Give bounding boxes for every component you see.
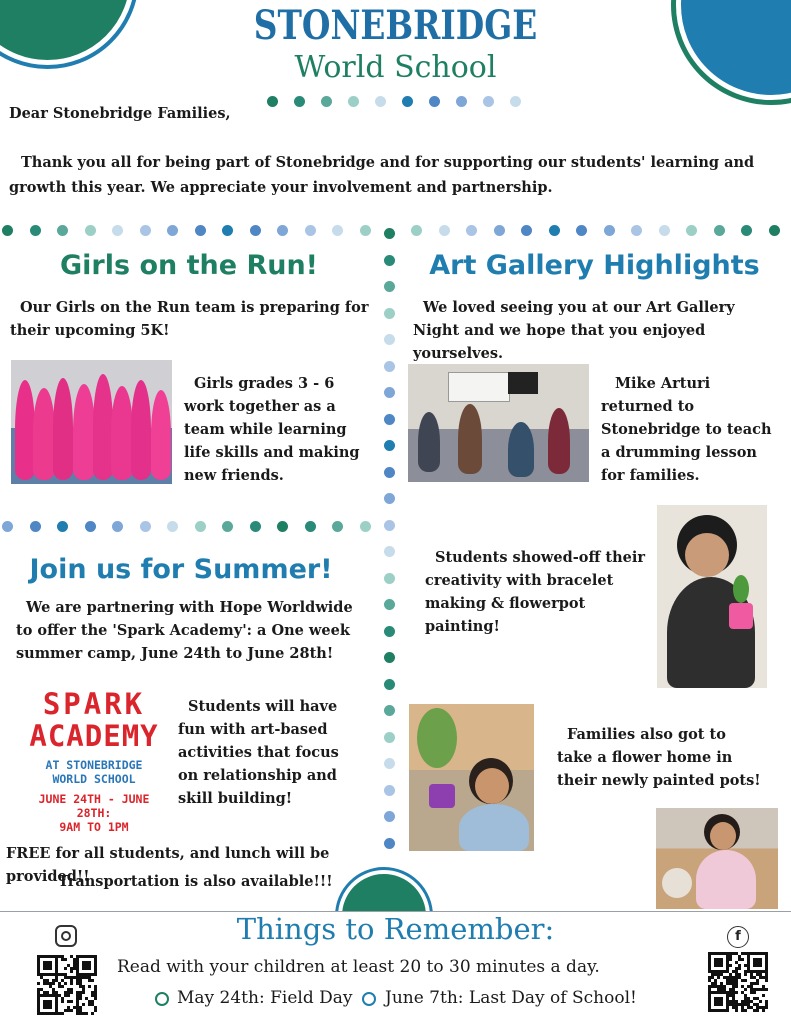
decorative-dot [384,599,395,610]
reading-reminder: Read with your children at least 20 to 30 minutes a day. [117,957,600,977]
decorative-dot [494,225,505,236]
decorative-dot [30,225,41,236]
decorative-dot [250,521,261,532]
greeting: Dear Stonebridge Families, [9,105,231,122]
summer-free: FREE for all students, and lunch will be provided!! [6,845,330,885]
decorative-dot [112,521,123,532]
decorative-dot [305,225,316,236]
decorative-dot [429,96,440,107]
decorative-dot [384,308,395,319]
art-gallery-detail-2: Students showed-off their creativity with bracelet making & flowerpot painting! [425,549,646,635]
summer-transport: Transportation is also available!!! [58,873,333,890]
decorative-dot [384,838,395,849]
decorative-dot [384,732,395,743]
summer-lead: We are partnering with Hope Worldwide to offer the 'Spark Academy': a One week summer camp, June 24th to June 28th! [16,599,353,662]
intro-paragraph: Thank you all for being part of Stonebridge and for supporting our students' learning and growth this year. We appreciate your involvement and partnership. [9,154,755,196]
decorative-dot [85,225,96,236]
decorative-dot [576,225,587,236]
summer-detail: Students will have fun with art-based activities that focus on relationship and skill building! [178,698,339,807]
decorative-dot [631,225,642,236]
spark-logo-line3: AT STONEBRIDGE [45,758,143,772]
decorative-dot [112,225,123,236]
drumming-lesson-photo [408,364,589,482]
decorative-dot [384,811,395,822]
decorative-dot [57,225,68,236]
decorative-dot [384,546,395,557]
art-gallery-detail-3: Families also got to take a flower home in their newly painted pots! [557,726,761,789]
decorative-dot [384,758,395,769]
spark-logo-line4: WORLD SCHOOL [52,772,136,786]
spark-logo-line1: SPARK [42,687,146,721]
decorative-dot [741,225,752,236]
decorative-dot [384,467,395,478]
decorative-dot [277,225,288,236]
decorative-dot [384,705,395,716]
decorative-dot [267,96,278,107]
decorative-dot [384,785,395,796]
decorative-dot [360,521,371,532]
decorative-dot [521,225,532,236]
decorative-dot [332,521,343,532]
facebook-qr-code[interactable] [707,951,769,1013]
spark-logo-line5: JUNE 24TH - JUNE 28TH: [38,792,150,820]
instagram-icon[interactable] [55,925,77,947]
decorative-dot [277,521,288,532]
spark-logo-line2: ACADEMY [29,719,159,753]
girls-on-run-heading: Girls on the Run! [59,250,319,281]
decorative-dot [411,225,422,236]
decorative-dot [456,96,467,107]
spark-logo-line6: 9AM TO 1PM [59,820,129,834]
school-name: STONEBRIDGE [253,2,538,49]
school-subtitle: World School [294,50,497,85]
decorative-dot [195,521,206,532]
decorative-dot [384,493,395,504]
date-bullet-2 [362,992,376,1006]
field-day-date: May 24th: Field Day [177,988,353,1008]
things-heading: Things to Remember: [236,912,555,946]
decorative-dot [384,255,395,266]
instagram-qr-code[interactable] [36,954,98,1016]
decorative-dot [348,96,359,107]
decorative-dot [305,521,316,532]
art-gallery-lead: We loved seeing you at our Art Gallery Night and we hope that you enjoyed yourselves. [413,299,735,362]
decorative-dot [2,225,13,236]
bracelet-making-photo [656,808,778,909]
decorative-dot [375,96,386,107]
decorative-dot [384,520,395,531]
girls-on-run-detail: Girls grades 3 - 6 work together as a team while learning life skills and making new friends. [184,375,360,484]
decorative-dot [384,440,395,451]
art-gallery-heading: Art Gallery Highlights [429,250,760,281]
facebook-icon[interactable]: f [727,926,749,948]
decorative-dot [466,225,477,236]
decorative-dot [604,225,615,236]
decorative-dot [57,521,68,532]
flowerpot-girl-photo [657,505,767,688]
date-bullet-1 [155,992,169,1006]
decorative-dot [140,521,151,532]
decorative-dot [483,96,494,107]
girls-on-run-lead: Our Girls on the Run team is preparing for their upcoming 5K! [10,299,369,339]
decorative-dot [195,225,206,236]
decorative-dot [769,225,780,236]
decorative-dot [85,521,96,532]
decorative-dot [439,225,450,236]
summer-heading: Join us for Summer! [29,554,333,585]
decorative-dot [321,96,332,107]
decorative-dot [384,573,395,584]
decorative-dot [2,521,13,532]
decorative-dot [659,225,670,236]
decorative-dot [167,225,178,236]
decorative-dot [250,225,261,236]
decorative-dot [686,225,697,236]
art-gallery-detail-1: Mike Arturi returned to Stonebridge to teach a drumming lesson for families. [601,375,772,484]
decorative-dot [360,225,371,236]
decorative-dot [167,521,178,532]
spark-academy-logo [18,687,170,834]
decorative-dot [30,521,41,532]
decorative-dot [384,414,395,425]
decorative-dot [332,225,343,236]
decorative-dot [384,387,395,398]
decorative-dot [549,225,560,236]
decorative-dot [384,652,395,663]
last-day-date: June 7th: Last Day of School! [385,988,637,1008]
decorative-dot [510,96,521,107]
decorative-dot [384,361,395,372]
decorative-dot [384,334,395,345]
decorative-dot [384,281,395,292]
decorative-dot [402,96,413,107]
decorative-dot [222,521,233,532]
flower-child-photo [409,704,534,851]
decorative-dot [294,96,305,107]
decorative-dot [222,225,233,236]
decorative-dot [140,225,151,236]
decorative-dot [384,679,395,690]
girls-team-photo [11,360,172,484]
decorative-dot [384,228,395,239]
decorative-dot [714,225,725,236]
decorative-dot [384,626,395,637]
